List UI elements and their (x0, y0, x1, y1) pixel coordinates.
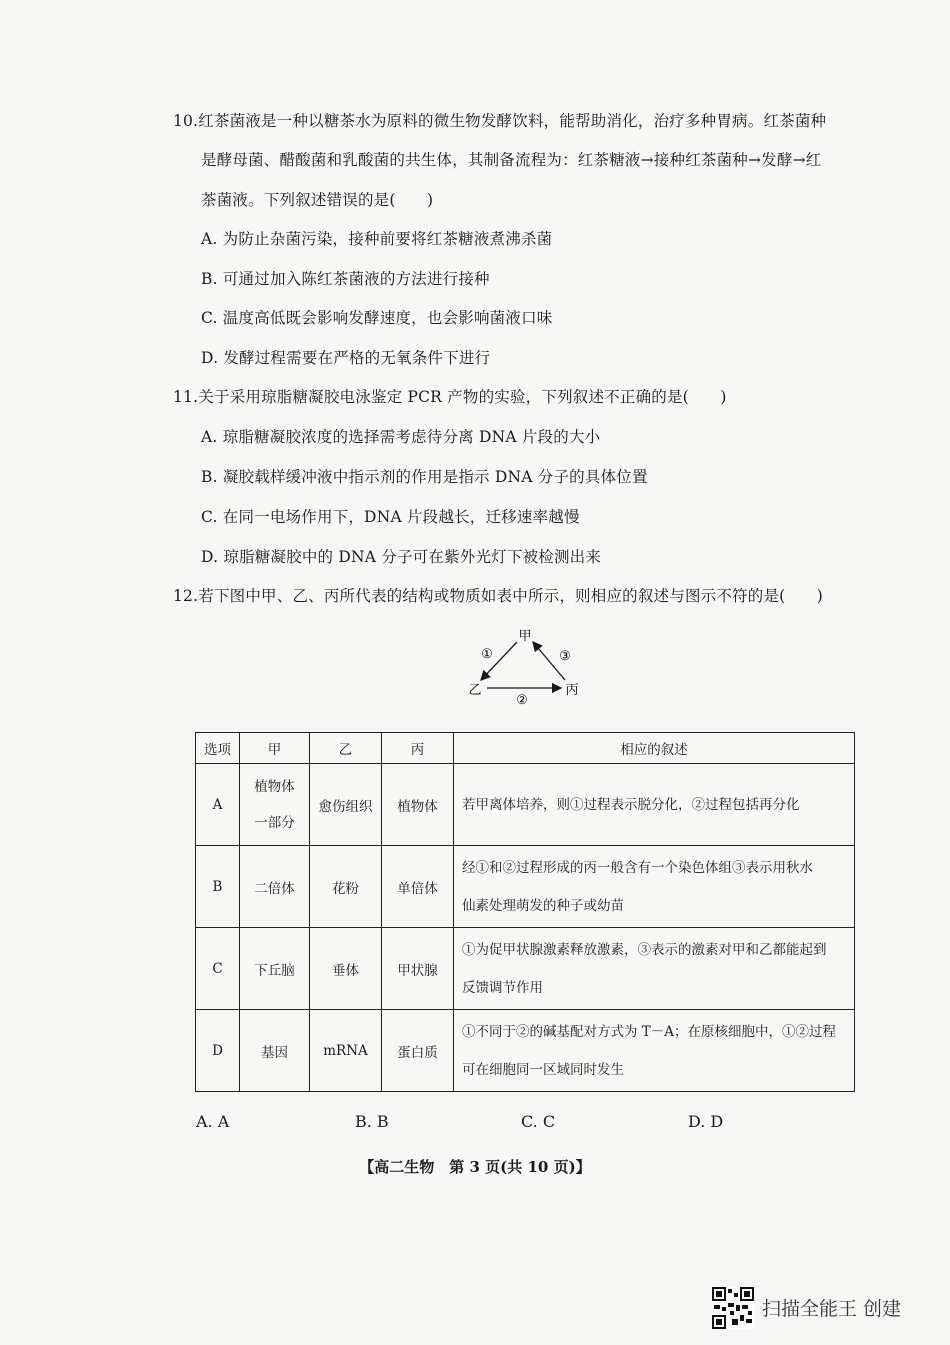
q10-stem-line3: 茶菌液。下列叙述错误的是( ) (201, 191, 434, 209)
diagram-label-1: ① (481, 647, 493, 662)
row-description (454, 846, 855, 928)
row-bing: 蛋白质 (382, 1010, 454, 1092)
table-row (196, 846, 855, 928)
row-description (454, 1010, 855, 1092)
row-description-line2: 反馈调节作用 (462, 979, 543, 996)
header-description: 相应的叙述 (454, 733, 855, 764)
row-description (454, 928, 855, 1010)
row-option: D (196, 1010, 240, 1092)
table-row (196, 928, 855, 1010)
q10-option-c: C. 温度高低既会影响发酵速度，也会影响菌液口味 (201, 309, 553, 327)
header-yi: 乙 (310, 733, 382, 764)
q11-stem: 11.关于采用琼脂糖凝胶电泳鉴定 PCR 产物的实验，下列叙述不正确的是( ) (173, 388, 727, 406)
row-description-line2: 仙素处理萌发的种子或幼苗 (462, 897, 624, 914)
row-description-line1: ①不同于②的碱基配对方式为 T－A；在原核细胞中，①②过程 (462, 1023, 837, 1040)
row-jia-line2: 一部分 (254, 814, 295, 831)
row-description-line1: ①为促甲状腺激素释放激素，③表示的激素对甲和乙都能起到 (462, 941, 827, 958)
q10-option-a: A. 为防止杂菌污染，接种前要将红茶糖液煮沸杀菌 (201, 230, 553, 248)
row-option: A (196, 764, 240, 846)
row-description-line2: 可在细胞同一区域同时发生 (462, 1061, 624, 1078)
row-bing: 甲状腺 (382, 928, 454, 1010)
diagram-node-bing: 丙 (565, 683, 579, 698)
page-footer: 【高二生物 第 3 页(共 10 页)】 (359, 1158, 591, 1176)
scanner-watermark: 扫描全能王 创建 (762, 1298, 902, 1320)
row-yi: 花粉 (310, 846, 382, 928)
diagram-node-yi: 乙 (468, 683, 482, 698)
row-jia (240, 764, 310, 846)
q10-option-b: B. 可通过加入陈红茶菌液的方法进行接种 (201, 270, 490, 288)
q12-triangle-diagram (455, 622, 595, 707)
header-jia: 甲 (240, 733, 310, 764)
q12-table (195, 732, 855, 1092)
header-option: 选项 (196, 733, 240, 764)
q12-answer-d: D. D (688, 1112, 724, 1131)
q10-stem-line1: 10.红茶菌液是一种以糖茶水为原料的微生物发酵饮料，能帮助消化，治疗多种胃病。红茶菌种 (173, 112, 827, 130)
q10-stem-line2: 是酵母菌、醋酸菌和乳酸菌的共生体，其制备流程为：红茶糖液→接种红茶菌种→发酵→红 (201, 151, 822, 169)
q11-option-a: A. 琼脂糖凝胶浓度的选择需考虑待分离 DNA 片段的大小 (201, 428, 601, 446)
q10-option-d: D. 发酵过程需要在严格的无氧条件下进行 (201, 349, 491, 367)
row-yi: 愈伤组织 (310, 764, 382, 846)
row-jia: 基因 (240, 1010, 310, 1092)
row-description (454, 764, 855, 846)
row-yi: 垂体 (310, 928, 382, 1010)
diagram-label-3: ③ (559, 649, 571, 664)
row-bing: 单倍体 (382, 846, 454, 928)
q12-stem: 12.若下图中甲、乙、丙所代表的结构或物质如表中所示，则相应的叙述与图示不符的是( ) (173, 587, 824, 605)
header-bing: 丙 (382, 733, 454, 764)
row-jia: 二倍体 (240, 846, 310, 928)
table-row (196, 1010, 855, 1092)
row-option: B (196, 846, 240, 928)
q11-option-c: C. 在同一电场作用下，DNA 片段越长，迁移速率越慢 (201, 508, 580, 526)
q11-option-b: B. 凝胶载样缓冲液中指示剂的作用是指示 DNA 分子的具体位置 (201, 468, 648, 486)
row-description-line1: 经①和②过程形成的丙一般含有一个染色体组③表示用秋水 (462, 859, 813, 876)
diagram-label-2: ② (516, 693, 528, 707)
row-jia-line1: 植物体 (254, 778, 295, 795)
table-header-row (196, 733, 855, 764)
row-yi: mRNA (310, 1010, 382, 1092)
qr-code-icon (712, 1287, 754, 1329)
row-description-line1: 若甲离体培养，则①过程表示脱分化，②过程包括再分化 (462, 796, 800, 813)
row-option: C (196, 928, 240, 1010)
q12-answer-b: B. B (355, 1112, 389, 1131)
q12-answer-a: A. A (196, 1112, 230, 1131)
q11-option-d: D. 琼脂糖凝胶中的 DNA 分子可在紫外光灯下被检测出来 (201, 548, 602, 566)
row-bing: 植物体 (382, 764, 454, 846)
table-row (196, 764, 855, 846)
row-jia: 下丘脑 (240, 928, 310, 1010)
q12-answer-c: C. C (521, 1112, 556, 1131)
diagram-node-jia: 甲 (518, 629, 532, 644)
